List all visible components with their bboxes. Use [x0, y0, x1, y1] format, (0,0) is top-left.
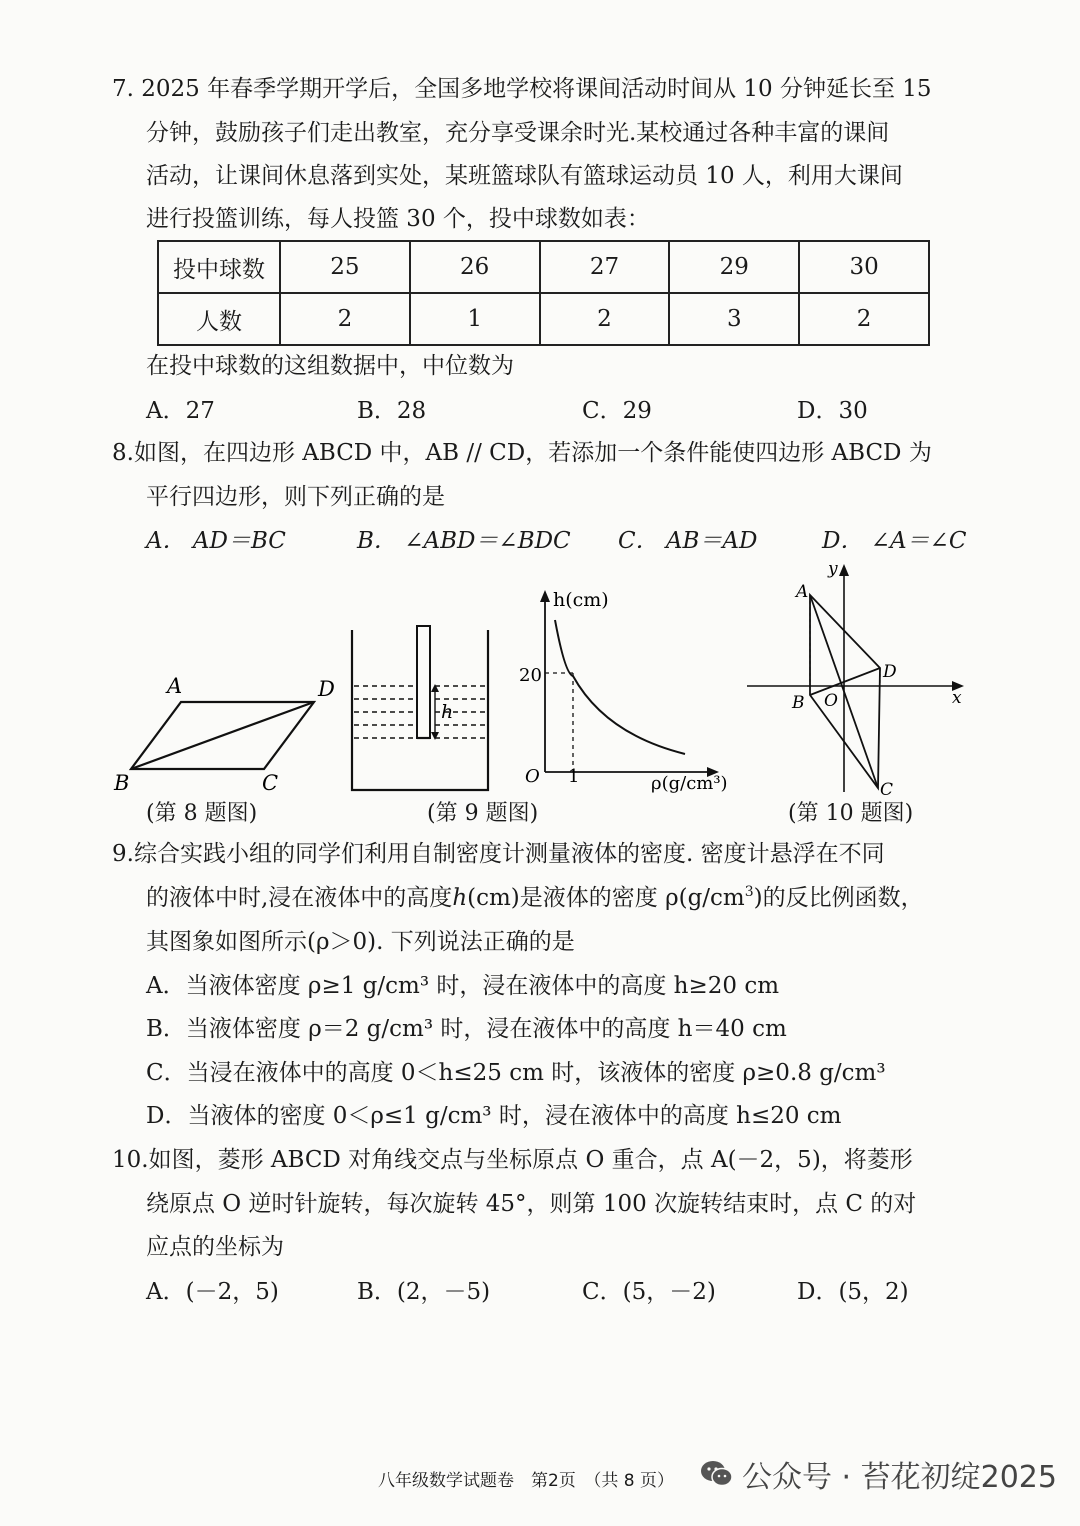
wechat-icon	[700, 1460, 734, 1488]
table-cell: 30	[799, 241, 929, 293]
q9-option-a: A．当液体密度 ρ≥1 g/cm³ 时，浸在液体中的高度 h≥20 cm	[146, 973, 780, 999]
label-a: A	[796, 582, 809, 602]
graph-y-label: h(cm)	[553, 589, 609, 611]
page-footer: 八年级数学试题卷 第2页 （共 8 页）	[378, 1471, 674, 1491]
label-b: B	[792, 693, 805, 713]
label-c: C	[880, 780, 894, 800]
q9-line-1: 9.综合实践小组的同学们利用自制密度计测量液体的密度. 密度计悬浮在不同	[112, 841, 885, 867]
q7-option-a: A．27	[146, 398, 215, 424]
q7-question: 在投中球数的这组数据中，中位数为	[146, 353, 514, 379]
axis-x-label: x	[952, 688, 962, 708]
q7-option-b: B．28	[357, 398, 427, 424]
label-a: A	[167, 674, 183, 698]
graph-x-tick-1: 1	[568, 766, 580, 787]
graph-x-label: ρ(g/cm³)	[651, 773, 728, 794]
q10-option-c: C．(5，－2)	[582, 1279, 716, 1305]
table-cell: 2	[799, 293, 929, 345]
label-d: D	[883, 662, 897, 682]
figure-9-densimeter	[345, 620, 495, 795]
figure-9-caption: (第 9 题图)	[427, 801, 539, 826]
label-d: D	[318, 677, 335, 701]
q9-superscript: 3	[744, 884, 754, 900]
q7-line-1: 7. 2025 年春季学期开学后，全国多地学校将课间活动时间从 10 分钟延长至 15	[112, 76, 932, 102]
q8-option-c: C． AB＝AD	[618, 528, 758, 554]
table-cell: 3	[669, 293, 799, 345]
q10-option-a: A．(－2，5)	[146, 1279, 279, 1305]
table-cell: 2	[540, 293, 670, 345]
q8-option-a: A． AD＝BC	[146, 528, 286, 554]
table-cell: 1	[410, 293, 540, 345]
watermark-text: 公众号 · 苔花初绽2025	[742, 1460, 1057, 1495]
q9-option-c: C．当浸在液体中的高度 0＜h≤25 cm 时，该液体的密度 ρ≥0.8 g/cm³	[146, 1060, 886, 1086]
q10-line-1: 10.如图，菱形 ABCD 对角线交点与坐标原点 O 重合，点 A(－2，5)，将菱形	[112, 1147, 913, 1173]
q10-line-2: 绕原点 O 逆时针旋转，每次旋转 45°，则第 100 次旋转结束时，点 C 的对	[146, 1191, 917, 1217]
q9-line-2-part: (cm)是液体的密度 ρ(g/cm	[467, 885, 745, 911]
q10-option-d: D．(5，2)	[797, 1279, 909, 1305]
figure-10-rhombus	[740, 560, 970, 800]
label-b: B	[114, 771, 130, 795]
graph-h-vs-density	[515, 584, 745, 796]
table-header-cell: 人数	[158, 293, 280, 345]
table-cell: 27	[540, 241, 670, 293]
q8-option-d: D． ∠A＝∠C	[822, 528, 967, 554]
q7-line-3: 活动，让课间休息落到实处，某班篮球队有篮球运动员 10 人，利用大课间	[146, 163, 903, 189]
q7-data-table	[157, 240, 930, 346]
q9-option-b: B．当液体密度 ρ＝2 g/cm³ 时，浸在液体中的高度 h＝40 cm	[146, 1016, 787, 1042]
label-h: h	[441, 701, 454, 723]
graph-y-tick-20: 20	[519, 665, 542, 686]
table-cell: 29	[669, 241, 799, 293]
graph-origin-label: O	[525, 766, 540, 787]
q9-line-2-part: 的液体中时,浸在液体中的高度	[146, 885, 453, 911]
q7-option-c: C．29	[582, 398, 652, 424]
table-cell: 2	[280, 293, 410, 345]
q9-line-2	[146, 883, 924, 913]
q8-line-2: 平行四边形，则下列正确的是	[146, 484, 445, 510]
table-cell: 25	[280, 241, 410, 293]
figure-8-caption: (第 8 题图)	[146, 801, 258, 826]
q10-option-b: B．(2，－5)	[357, 1279, 491, 1305]
table-cell: 26	[410, 241, 540, 293]
q9-h-variable: h	[452, 885, 468, 911]
q10-line-3: 应点的坐标为	[146, 1234, 284, 1260]
label-c: C	[262, 771, 279, 795]
q7-line-4: 进行投篮训练，每人投篮 30 个，投中球数如表：	[146, 206, 650, 232]
label-o: O	[824, 691, 838, 711]
watermark	[700, 1452, 1057, 1496]
q7-line-2: 分钟，鼓励孩子们走出教室，充分享受课余时光.某校通过各种丰富的课间	[146, 120, 890, 146]
q9-line-2-part: )的反比例函数，	[753, 885, 924, 911]
figure-10-caption: (第 10 题图)	[788, 801, 914, 826]
q9-option-d: D．当液体的密度 0＜ρ≤1 g/cm³ 时，浸在液体中的高度 h≤20 cm	[146, 1103, 842, 1129]
axis-y-label: y	[828, 560, 838, 579]
q9-line-3: 其图象如图所示(ρ＞0). 下列说法正确的是	[146, 929, 575, 955]
q8-option-b: B． ∠ABD＝∠BDC	[357, 528, 571, 554]
table-row	[158, 293, 929, 345]
q8-line-1: 8.如图，在四边形 ABCD 中，AB // CD，若添加一个条件能使四边形 ABCD 为	[112, 440, 932, 466]
figure-8-quadrilateral	[108, 666, 338, 796]
q7-option-d: D．30	[797, 398, 868, 424]
table-header-cell: 投中球数	[158, 241, 280, 293]
table-row	[158, 241, 929, 293]
